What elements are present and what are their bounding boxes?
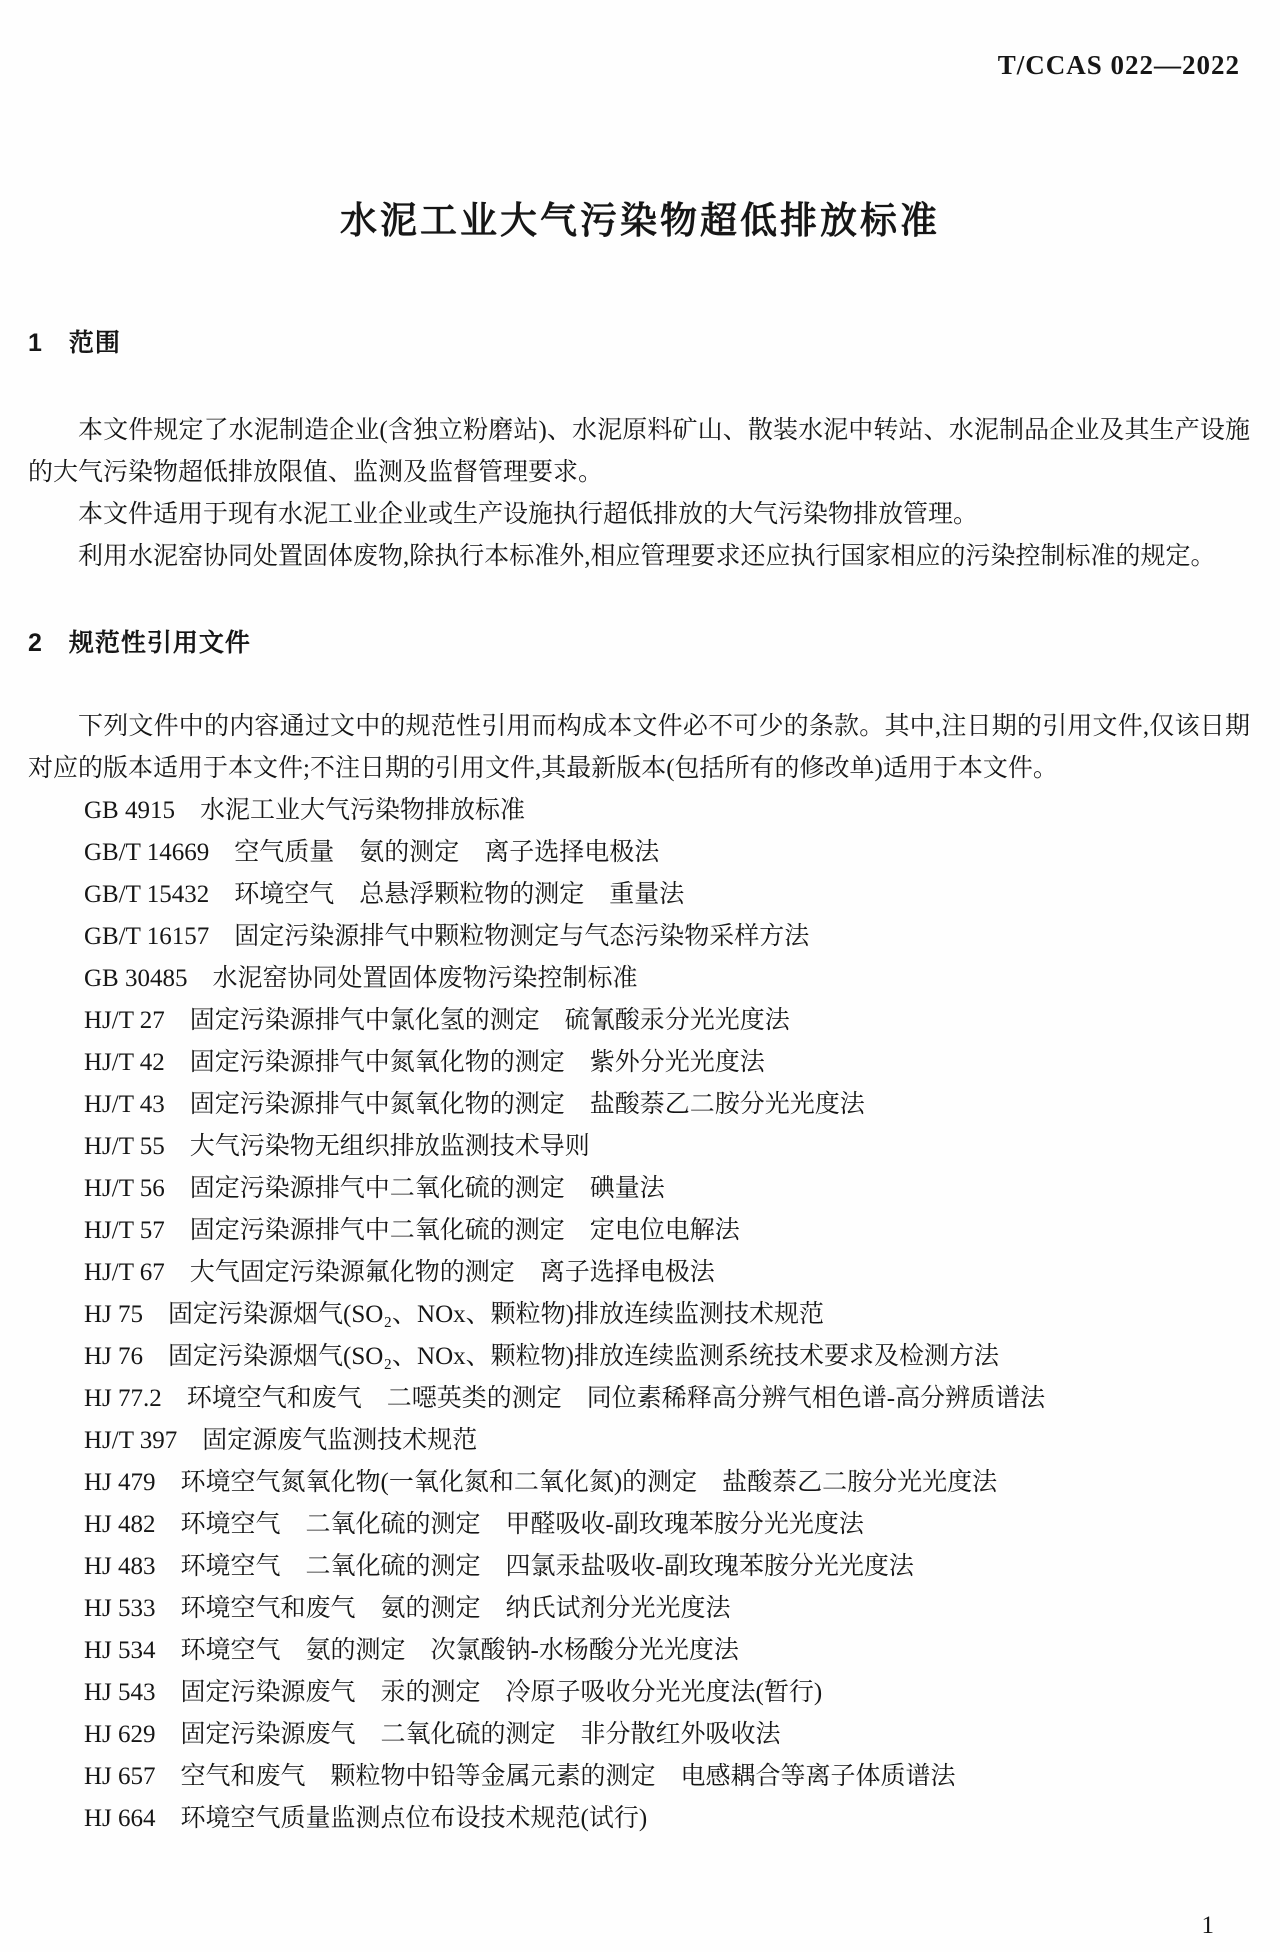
section-1-heading: 1 范围 [28,329,121,357]
reference-item: HJ 534 环境空气 氨的测定 次氯酸钠-水杨酸分光光度法 [84,1637,739,1664]
reference-item: HJ 76 固定污染源烟气(SO₂、NOx、颗粒物)排放连续监测系统技术要求及检测方法 [84,1343,999,1370]
reference-item: HJ 479 环境空气氮氧化物(一氧化氮和二氧化氮)的测定 盐酸萘乙二胺分光光度法 [84,1469,998,1496]
document-body [28,326,1250,1840]
section-2-intro: 下列文件中的内容通过文中的规范性引用而构成本文件必不可少的条款。其中,注日期的引用文件,仅该日期对应的版本适用于本文件;不注日期的引用文件,其最新版本(包括所有的修改单)适用于本文件。 [28,713,1250,782]
reference-item: HJ/T 397 固定源废气监测技术规范 [84,1427,478,1454]
reference-item: HJ/T 57 固定污染源排气中二氧化硫的测定 定电位电解法 [84,1217,740,1244]
reference-item: HJ/T 42 固定污染源排气中氮氧化物的测定 紫外分光光度法 [84,1049,765,1076]
reference-item: HJ 629 固定污染源废气 二氧化硫的测定 非分散红外吸收法 [84,1721,781,1748]
section-2-heading: 2 规范性引用文件 [28,629,251,657]
reference-item: HJ/T 55 大气污染物无组织排放监测技术导则 [84,1133,590,1160]
reference-item: HJ 483 环境空气 二氧化硫的测定 四氯汞盐吸收-副玫瑰苯胺分光光度法 [84,1553,914,1580]
section-1-paragraph-2: 本文件适用于现有水泥工业企业或生产设施执行超低排放的大气污染物排放管理。 [78,501,979,528]
reference-item: GB/T 14669 空气质量 氨的测定 离子选择电极法 [84,839,660,866]
reference-item: HJ 664 环境空气质量监测点位布设技术规范(试行) [84,1805,648,1832]
document-title: 水泥工业大气污染物超低排放标准 [340,200,940,241]
reference-item: HJ 657 空气和废气 颗粒物中铅等金属元素的测定 电感耦合等离子体质谱法 [84,1763,956,1790]
reference-item: GB 30485 水泥窑协同处置固体废物污染控制标准 [84,965,638,992]
reference-item: HJ/T 27 固定污染源排气中氯化氢的测定 硫氰酸汞分光光度法 [84,1007,790,1034]
reference-item: HJ 75 固定污染源烟气(SO₂、NOx、颗粒物)排放连续监测技术规范 [84,1301,824,1328]
reference-item: GB/T 15432 环境空气 总悬浮颗粒物的测定 重量法 [84,881,685,908]
section-1-paragraph-1: 本文件规定了水泥制造企业(含独立粉磨站)、水泥原料矿山、散装水泥中转站、水泥制品企业及其生产设施的大气污染物超低排放限值、监测及监督管理要求。 [28,417,1250,486]
reference-item: HJ 543 固定污染源废气 汞的测定 冷原子吸收分光光度法(暂行) [84,1679,823,1706]
normative-references-list [28,790,1250,1840]
reference-item: HJ 482 环境空气 二氧化硫的测定 甲醛吸收-副玫瑰苯胺分光光度法 [84,1511,864,1538]
reference-item: HJ/T 56 固定污染源排气中二氧化硫的测定 碘量法 [84,1175,665,1202]
reference-item: GB 4915 水泥工业大气污染物排放标准 [84,797,525,824]
standard-number: T/CCAS 022—2022 [997,50,1240,80]
page-number: 1 [1201,1912,1214,1939]
reference-item: HJ 77.2 环境空气和废气 二噁英类的测定 同位素稀释高分辨气相色谱-高分辨质谱法 [84,1385,1046,1412]
section-1-paragraph-3: 利用水泥窑协同处置固体废物,除执行本标准外,相应管理要求还应执行国家相应的污染控制标准的规定。 [78,543,1216,570]
reference-item: HJ/T 67 大气固定污染源氟化物的测定 离子选择电极法 [84,1259,715,1286]
reference-item: HJ 533 环境空气和废气 氨的测定 纳氏试剂分光光度法 [84,1595,731,1622]
reference-item: HJ/T 43 固定污染源排气中氮氧化物的测定 盐酸萘乙二胺分光光度法 [84,1091,865,1118]
reference-item: GB/T 16157 固定污染源排气中颗粒物测定与气态污染物采样方法 [84,923,810,950]
